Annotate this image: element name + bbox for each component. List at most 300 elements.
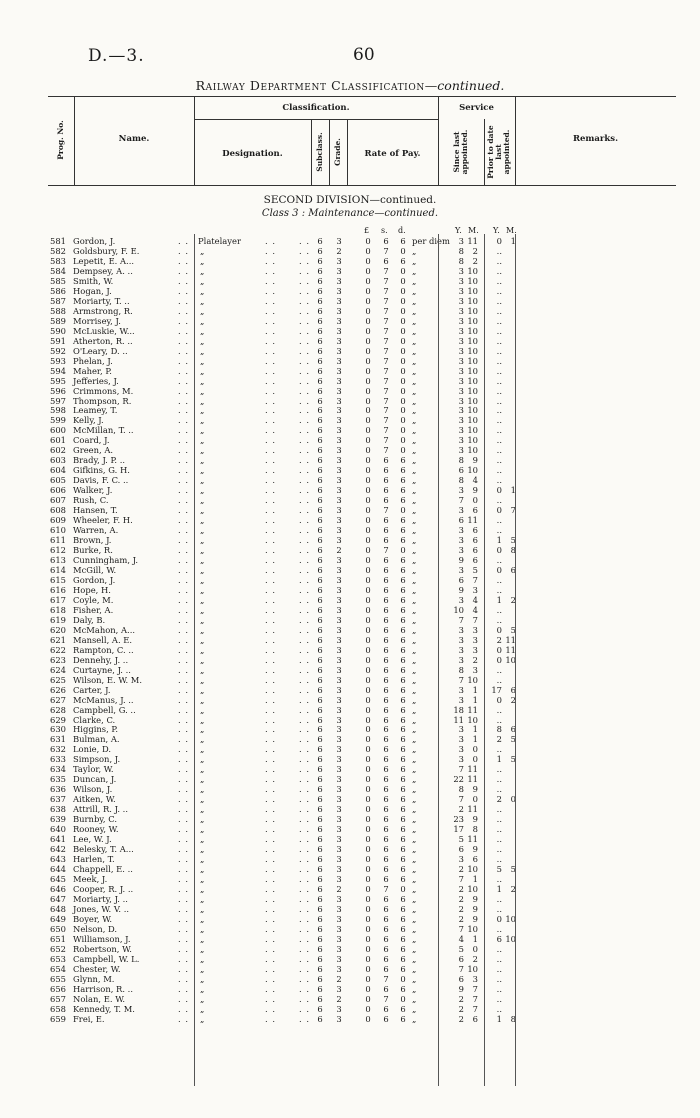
designation: „ [200, 784, 205, 795]
leader-dots-name: . . [178, 963, 189, 974]
designation: „ [200, 864, 205, 875]
subclass: 6 [317, 604, 323, 615]
since-years: 7 [458, 495, 464, 506]
since-years: 3 [458, 435, 464, 446]
grade: 3 [336, 505, 342, 516]
since-years: 6 [458, 465, 464, 476]
pay-shillings: 6 [383, 704, 389, 715]
prog-no: 613 [50, 555, 66, 565]
since-months: 10 [467, 864, 478, 875]
table-row [0, 1014, 700, 1024]
staff-name: Cunningham, J. [73, 555, 139, 565]
since-years: 3 [458, 545, 464, 556]
pay-shillings: 6 [383, 714, 389, 725]
since-years: 6 [458, 953, 464, 964]
leader-dots-designation: . . [265, 355, 276, 366]
leader-dots-designation: . . [299, 395, 310, 406]
since-months: 9 [472, 913, 478, 924]
prior-months: 7 [510, 505, 516, 516]
pay-shillings: 6 [383, 495, 389, 506]
table-row [0, 475, 700, 485]
staff-name: Attrill, R. J. .. [73, 804, 128, 815]
pay-shillings: 6 [383, 844, 389, 855]
pay-pounds: 0 [365, 664, 371, 675]
subclass: 6 [317, 794, 323, 805]
pay-pounds: 0 [365, 774, 371, 785]
since-months: 2 [472, 953, 478, 964]
leader-dots-designation: . . [265, 624, 276, 635]
leader-dots-designation: . . [299, 525, 310, 536]
table-row [0, 455, 700, 465]
pay-unit: „ [412, 545, 417, 556]
designation: „ [200, 405, 205, 416]
staff-name: Nolan, E. W. [73, 993, 126, 1004]
leader-dots-designation: . . [265, 535, 276, 546]
leader-dots-name: . . [178, 684, 189, 695]
pay-pence: 6 [400, 236, 406, 246]
pay-pounds: 0 [365, 684, 371, 695]
prior-years: .. [496, 305, 502, 316]
table-row [0, 535, 700, 545]
pay-shillings: 6 [383, 465, 389, 476]
table-row [0, 386, 700, 396]
staff-name: Kelly, J. [73, 415, 104, 426]
table-row [0, 306, 700, 316]
leader-dots-designation: . . [299, 744, 310, 755]
subclass: 6 [317, 525, 323, 536]
since-years: 2 [458, 883, 464, 894]
pay-unit: „ [412, 445, 417, 456]
since-months: 0 [472, 744, 478, 755]
pay-unit: „ [412, 724, 417, 735]
prog-no: 655 [50, 973, 66, 984]
staff-name: Wilson, J. [73, 784, 113, 795]
leader-dots-name: . . [178, 455, 189, 466]
prior-years: 2 [496, 634, 502, 645]
leader-dots-designation: . . [299, 943, 310, 954]
designation: „ [200, 445, 205, 456]
subclass: 6 [317, 236, 323, 246]
grade: 2 [336, 245, 342, 256]
leader-dots-designation: . . [299, 405, 310, 416]
staff-name: Lee, W. J. [73, 834, 112, 845]
since-years: 3 [458, 654, 464, 665]
leader-dots-designation: . . [265, 285, 276, 296]
leader-dots-designation: . . [265, 1013, 276, 1024]
pay-unit: „ [412, 435, 417, 446]
pay-pounds: 0 [365, 285, 371, 296]
leader-dots-name: . . [178, 355, 189, 366]
pay-unit: „ [412, 634, 417, 645]
subclass: 6 [317, 594, 323, 605]
leader-dots-name: . . [178, 275, 189, 286]
pay-pounds: 0 [365, 824, 371, 835]
grade: 3 [336, 465, 342, 476]
designation: „ [200, 764, 205, 775]
pay-pence: 6 [400, 555, 406, 565]
staff-name: Hansen, T. [73, 505, 118, 516]
header-classification: Classification. [282, 103, 350, 113]
pay-unit: „ [412, 574, 417, 585]
subclass: 6 [317, 335, 323, 346]
table-row [0, 934, 700, 944]
title-main: Railway Department Classification [195, 78, 425, 93]
since-months: 0 [472, 754, 478, 765]
pay-shillings: 6 [383, 564, 389, 575]
pay-unit: „ [412, 604, 417, 615]
prior-years: .. [496, 854, 502, 865]
leader-dots-name: . . [178, 1013, 189, 1024]
pay-pence: 0 [400, 305, 406, 316]
staff-name: Meek, J. [73, 874, 108, 884]
staff-name: Burnby, C. [73, 814, 118, 825]
prior-months: 5 [510, 535, 516, 546]
pay-shillings: 6 [383, 644, 389, 655]
table-row [0, 834, 700, 844]
pay-pence: 0 [400, 545, 406, 556]
table-row [0, 864, 700, 874]
leader-dots-designation: . . [265, 545, 276, 556]
pay-unit: „ [412, 824, 417, 835]
prior-years: .. [496, 255, 502, 266]
grade: 3 [336, 844, 342, 855]
since-months: 10 [467, 714, 478, 725]
since-months: 10 [467, 285, 478, 296]
since-years: 2 [458, 1003, 464, 1014]
grade: 3 [336, 265, 342, 276]
designation: „ [200, 834, 205, 845]
header-since-last: Since last appointed. [452, 129, 469, 175]
since-years: 3 [458, 385, 464, 396]
prog-no: 620 [50, 624, 66, 635]
staff-name: Daly, B. [73, 614, 106, 625]
pay-pence: 0 [400, 345, 406, 356]
leader-dots-designation: . . [265, 465, 276, 476]
since-months: 4 [472, 594, 478, 605]
leader-dots-designation: . . [265, 854, 276, 865]
pay-unit: „ [412, 654, 417, 665]
table-row [0, 1004, 700, 1014]
grade: 3 [336, 923, 342, 934]
table-row [0, 366, 700, 376]
leader-dots-designation: . . [299, 236, 310, 246]
pay-unit: „ [412, 874, 417, 884]
pay-unit: „ [412, 365, 417, 376]
leader-dots-designation: . . [299, 495, 310, 506]
subclass: 6 [317, 874, 323, 884]
staff-name: Taylor, W. [73, 764, 114, 775]
leader-dots-designation: . . [265, 764, 276, 775]
leader-dots-name: . . [178, 764, 189, 775]
prog-no: 609 [50, 515, 66, 526]
designation: „ [200, 435, 205, 446]
prior-years: .. [496, 574, 502, 585]
grade: 3 [336, 624, 342, 635]
leader-dots-name: . . [178, 674, 189, 685]
pay-unit: „ [412, 315, 417, 326]
unit-years-prior: Y. [493, 226, 500, 235]
leader-dots-name: . . [178, 854, 189, 865]
since-years: 3 [458, 236, 464, 246]
leader-dots-designation: . . [265, 744, 276, 755]
since-years: 11 [453, 714, 464, 725]
leader-dots-name: . . [178, 535, 189, 546]
pay-unit: „ [412, 245, 417, 256]
leader-dots-designation: . . [299, 874, 310, 884]
prog-no: 641 [50, 834, 66, 845]
since-months: 3 [472, 634, 478, 645]
table-row [0, 435, 700, 445]
leader-dots-name: . . [178, 305, 189, 316]
since-months: 6 [472, 525, 478, 536]
since-years: 7 [458, 794, 464, 805]
prior-years: .. [496, 465, 502, 476]
leader-dots-name: . . [178, 584, 189, 595]
pay-shillings: 6 [383, 834, 389, 845]
prior-years: .. [496, 804, 502, 815]
leader-dots-designation: . . [299, 883, 310, 894]
staff-name: Wilson, E. W. M. [73, 674, 143, 685]
prog-no: 651 [50, 933, 66, 944]
header-rule-bottom [48, 185, 676, 186]
designation: „ [200, 525, 205, 536]
pay-shillings: 6 [383, 864, 389, 875]
pay-unit: „ [412, 694, 417, 705]
pay-pence: 6 [400, 844, 406, 855]
designation: „ [200, 814, 205, 825]
since-months: 10 [467, 375, 478, 386]
pay-shillings: 6 [383, 525, 389, 536]
leader-dots-designation: . . [265, 265, 276, 276]
leader-dots-designation: . . [265, 814, 276, 825]
staff-name: O'Leary, D. .. [73, 345, 128, 356]
grade: 3 [336, 963, 342, 974]
since-years: 3 [458, 485, 464, 496]
leader-dots-designation: . . [265, 774, 276, 785]
designation: „ [200, 275, 205, 286]
since-months: 11 [467, 515, 478, 526]
prog-no: 626 [50, 684, 66, 695]
prior-months: 5 [510, 754, 516, 765]
pay-unit: „ [412, 275, 417, 286]
leader-dots-name: . . [178, 345, 189, 356]
leader-dots-designation: . . [299, 584, 310, 595]
pay-unit: „ [412, 515, 417, 526]
pay-pounds: 0 [365, 794, 371, 805]
subclass: 6 [317, 804, 323, 815]
table-row [0, 794, 700, 804]
pay-pence: 0 [400, 395, 406, 406]
since-years: 3 [458, 355, 464, 366]
leader-dots-name: . . [178, 874, 189, 884]
since-months: 1 [472, 684, 478, 695]
prior-years: .. [496, 415, 502, 426]
since-months: 9 [472, 784, 478, 795]
pay-pence: 6 [400, 515, 406, 526]
pay-unit: „ [412, 345, 417, 356]
table-row [0, 724, 700, 734]
designation: „ [200, 684, 205, 695]
pay-pence: 0 [400, 315, 406, 326]
pay-pence: 6 [400, 624, 406, 635]
pay-pence: 6 [400, 664, 406, 675]
pay-shillings: 6 [383, 903, 389, 914]
subclass: 6 [317, 953, 323, 964]
grade: 3 [336, 435, 342, 446]
grade: 3 [336, 903, 342, 914]
staff-name: Crimmons, M. [73, 385, 134, 396]
grade: 3 [336, 475, 342, 486]
subclass: 6 [317, 405, 323, 416]
leader-dots-designation: . . [265, 893, 276, 904]
since-years: 2 [458, 864, 464, 875]
prior-years: 0 [496, 505, 502, 516]
since-years: 8 [458, 475, 464, 486]
pay-pounds: 0 [365, 654, 371, 665]
since-years: 5 [458, 834, 464, 845]
leader-dots-designation: . . [265, 953, 276, 964]
leader-dots-designation: . . [299, 764, 310, 775]
title-continued: —continued. [424, 78, 505, 93]
prior-months: 11 [505, 644, 516, 655]
leader-dots-designation: . . [265, 405, 276, 416]
leader-dots-designation: . . [265, 963, 276, 974]
leader-dots-name: . . [178, 834, 189, 845]
table-row [0, 485, 700, 495]
subclass: 6 [317, 385, 323, 396]
pay-pounds: 0 [365, 784, 371, 795]
pay-unit: „ [412, 973, 417, 984]
leader-dots-designation: . . [265, 435, 276, 446]
leader-dots-designation: . . [299, 245, 310, 256]
since-months: 3 [472, 584, 478, 595]
prior-years: .. [496, 385, 502, 396]
leader-dots-designation: . . [265, 993, 276, 1004]
designation: „ [200, 983, 205, 994]
pay-shillings: 6 [383, 943, 389, 954]
unit-pound: £ [364, 226, 370, 235]
staff-name: McGill, W. [73, 564, 117, 575]
pay-pounds: 0 [365, 704, 371, 715]
pay-pounds: 0 [365, 325, 371, 336]
leader-dots-designation: . . [299, 684, 310, 695]
prior-months: 10 [505, 654, 516, 665]
since-months: 4 [472, 475, 478, 486]
subclass: 6 [317, 295, 323, 306]
table-row [0, 655, 700, 665]
prior-months: 6 [510, 684, 516, 695]
prog-no: 602 [50, 445, 66, 456]
staff-name: Coyle, M. [73, 594, 114, 605]
leader-dots-designation: . . [265, 1003, 276, 1014]
since-months: 10 [467, 963, 478, 974]
since-months: 10 [467, 395, 478, 406]
leader-dots-designation: . . [299, 564, 310, 575]
pay-shillings: 6 [383, 694, 389, 705]
designation: „ [200, 744, 205, 755]
pay-unit: „ [412, 933, 417, 944]
since-months: 10 [467, 295, 478, 306]
pay-shillings: 6 [383, 794, 389, 805]
staff-name: McMahon, A... [73, 624, 136, 635]
pay-pence: 6 [400, 864, 406, 875]
staff-name: Moriarty, J. .. [73, 893, 128, 904]
leader-dots-designation: . . [299, 335, 310, 346]
grade: 2 [336, 545, 342, 556]
pay-shillings: 7 [383, 405, 389, 416]
subclass: 6 [317, 724, 323, 735]
pay-pence: 6 [400, 734, 406, 745]
leader-dots-designation: . . [299, 784, 310, 795]
designation: „ [200, 564, 205, 575]
staff-name: Jefferies, J. [73, 375, 119, 386]
prior-years: 0 [496, 913, 502, 924]
header-remarks: Remarks. [572, 134, 619, 144]
pay-pounds: 0 [365, 1013, 371, 1024]
pay-pence: 0 [400, 285, 406, 296]
grade: 3 [336, 983, 342, 994]
leader-dots-name: . . [178, 694, 189, 705]
pay-pounds: 0 [365, 375, 371, 386]
leader-dots-name: . . [178, 525, 189, 536]
pay-shillings: 7 [383, 355, 389, 366]
since-years: 3 [458, 634, 464, 645]
since-months: 10 [467, 465, 478, 476]
staff-name: Belesky, T. A... [73, 844, 134, 855]
leader-dots-name: . . [178, 555, 189, 565]
pay-unit: „ [412, 953, 417, 964]
pay-shillings: 6 [383, 475, 389, 486]
grade: 3 [336, 933, 342, 944]
grade: 3 [336, 664, 342, 675]
pay-shillings: 7 [383, 545, 389, 556]
pay-pounds: 0 [365, 265, 371, 276]
prior-years: .. [496, 375, 502, 386]
since-years: 3 [458, 405, 464, 416]
leader-dots-designation: . . [299, 265, 310, 276]
grade: 3 [336, 724, 342, 735]
staff-name: McMillan, T. .. [73, 425, 134, 436]
leader-dots-designation: . . [265, 295, 276, 306]
document-reference: D.—3. [88, 46, 145, 66]
leader-dots-designation: . . [299, 854, 310, 865]
grade: 3 [336, 305, 342, 316]
table-row [0, 695, 700, 705]
leader-dots-designation: . . [299, 555, 310, 565]
leader-dots-designation: . . [265, 604, 276, 615]
prior-years: .. [496, 814, 502, 825]
staff-name: Higgins, P. [73, 724, 118, 735]
subclass: 6 [317, 734, 323, 745]
leader-dots-designation: . . [299, 505, 310, 516]
pay-pounds: 0 [365, 355, 371, 366]
pay-pence: 6 [400, 804, 406, 815]
table-row [0, 994, 700, 1004]
prog-no: 649 [50, 913, 66, 924]
since-years: 8 [458, 455, 464, 466]
prog-no: 594 [50, 365, 66, 376]
grade: 3 [336, 564, 342, 575]
unit-months: M. [468, 226, 479, 235]
staff-name: Coard, J. [73, 435, 110, 446]
prog-no: 624 [50, 664, 66, 675]
since-years: 2 [458, 1013, 464, 1024]
leader-dots-designation: . . [265, 335, 276, 346]
leader-dots-designation: . . [265, 594, 276, 605]
staff-name: Campbell, W. L. [73, 953, 140, 964]
pay-shillings: 6 [383, 1003, 389, 1014]
leader-dots-designation: . . [265, 574, 276, 585]
